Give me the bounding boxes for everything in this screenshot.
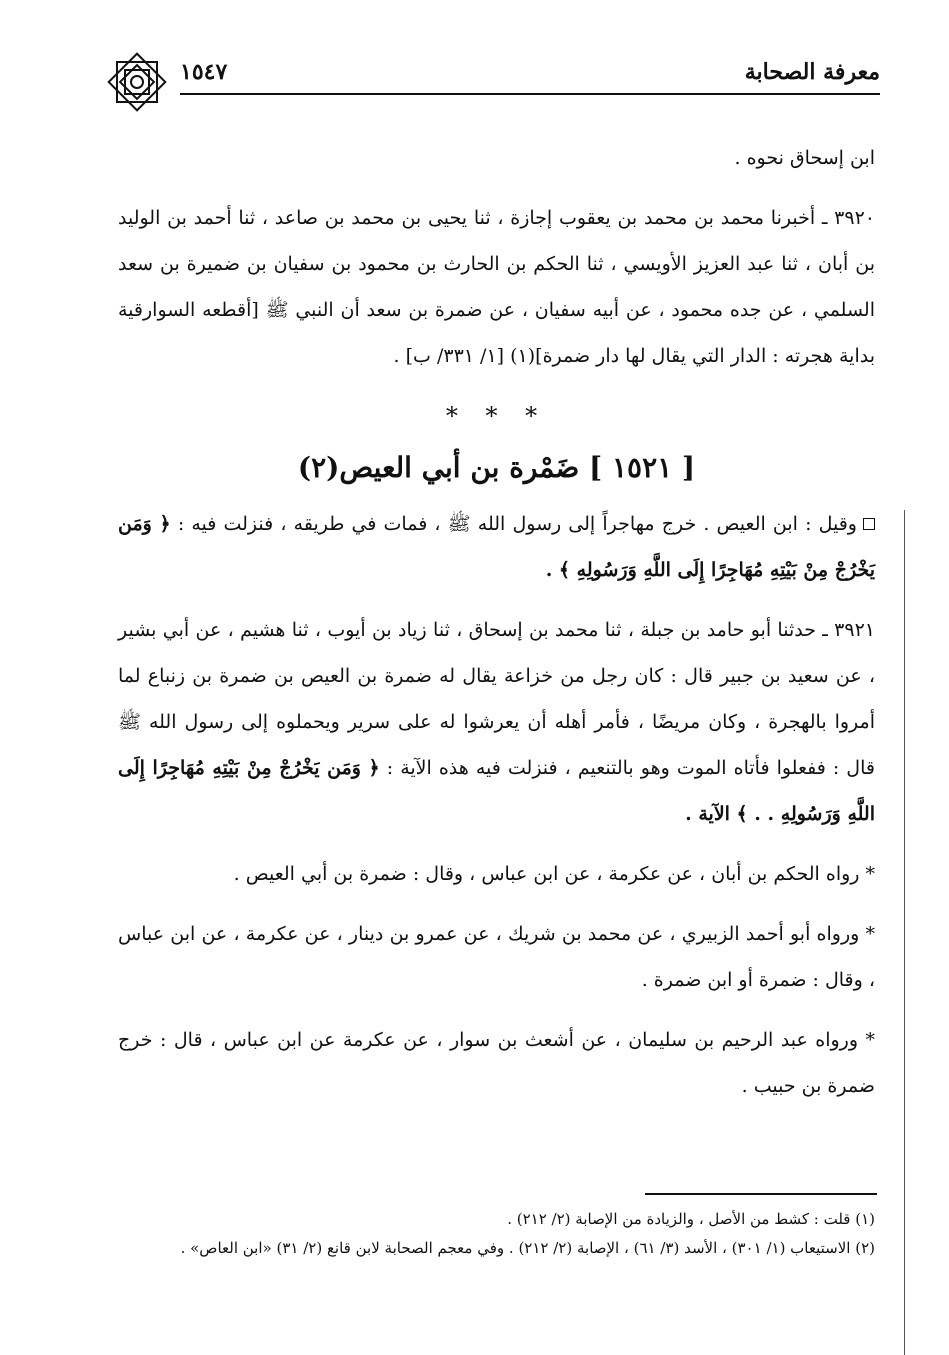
quran-verse: ﴿ وَمَن يَخْرُجْ مِنْ بَيْتِهِ مُهَاجِرًا إِلَى اللَّهِ وَرَسُولِهِ . . ﴾ الآية . <box>118 757 875 825</box>
narration-note: * ورواه أبو أحمد الزبيري ، عن محمد بن شريك ، عن عمرو بن دينار ، عن عكرمة ، عن ابن عباس ، وقال : ضمرة أو ابن ضمرة . <box>118 923 875 991</box>
footnote-1: (١) قلت : كشط من الأصل ، والزيادة من الإصابة (٢/ ٢١٢) . <box>507 1210 875 1228</box>
quran-verse: ﴿ وَمَن يَخْرُجْ مِنْ بَيْتِهِ مُهَاجِرًا إِلَى اللَّهِ وَرَسُولِهِ ﴾ . <box>118 513 875 581</box>
page-header <box>100 55 880 105</box>
narration-note: * رواه الحكم بن أبان ، عن عكرمة ، عن ابن عباس ، وقال : ضمرة بن أبي العيص . <box>233 863 875 885</box>
hadith-3920: ٣٩٢٠ ـ أخبرنا محمد بن محمد بن يعقوب إجازة ، ثنا يحيى بن محمد بن صاعد ، ثنا أحمد بن الوليد بن أبان ، ثنا عبد العزيز الأويسي ، ثنا الحكم بن الحارث بن محمود بن سفيان بن ضميرة بن سعد السلمي ، عن جده محمود ، عن أبيه سفيان ، عن ضمرة بن سعد أن النبي ﷺ [أقطعه السوارقية بداية هجرته : الدار التي يقال لها دار ضمرة](١) [١/ ٣٣١/ ب] . <box>118 207 875 367</box>
continuation-line: ابن إسحاق نحوه . <box>734 147 875 169</box>
footnotes <box>118 1205 875 1263</box>
section-separator: * * * <box>445 402 548 430</box>
intro-text: وقيل : ابن العيص . خرج مهاجراً إلى رسول الله ﷺ ، فمات في طريقه ، فنزلت فيه : <box>177 513 857 535</box>
page-edge-rule <box>904 510 905 1355</box>
running-title: معرفة الصحابة <box>744 59 880 85</box>
octagonal-star-ornament-icon <box>102 47 172 117</box>
main-text <box>118 135 875 1123</box>
hadith-3921 <box>118 607 875 837</box>
footnote-rule <box>645 1193 877 1195</box>
page-number: ١٥٤٧ <box>180 59 228 85</box>
entry-intro <box>118 501 875 593</box>
footnote-2: (٢) الاستيعاب (١/ ٣٠١) ، الأسد (٣/ ٦١) ، الإصابة (٢/ ٢١٢) . وفي معجم الصحابة لابن قانع (٢/ ٣١) «ابن العاص» . <box>180 1239 875 1257</box>
entry-heading: [ ١٥٢١ ] ضَمْرة بن أبي العيص(٢) <box>297 451 696 484</box>
hadith-3921-text: ٣٩٢١ ـ حدثنا أبو حامد بن جبلة ، ثنا محمد بن إسحاق ، ثنا زياد بن أيوب ، ثنا هشيم ، عن أبي بشير ، عن سعيد بن جبير قال : كان رجل من خزاعة يقال له ضمرة بن العيص بن ضمرة بن زنباع لما أمروا بالهجرة ، وكان مريضًا ، فأمر أهله أن يعرشوا له على سرير ويحملوه إلى رسول الله ﷺ قال : ففعلوا فأتاه الموت وهو بالتنعيم ، فنزلت فيه هذه الآية : <box>118 619 875 779</box>
header-rule <box>180 93 880 95</box>
square-marker-icon <box>863 518 875 530</box>
narration-note: * ورواه عبد الرحيم بن سليمان ، عن أشعث بن سوار ، عن عكرمة عن ابن عباس ، قال : خرج ضمرة بن حبيب . <box>118 1029 875 1097</box>
